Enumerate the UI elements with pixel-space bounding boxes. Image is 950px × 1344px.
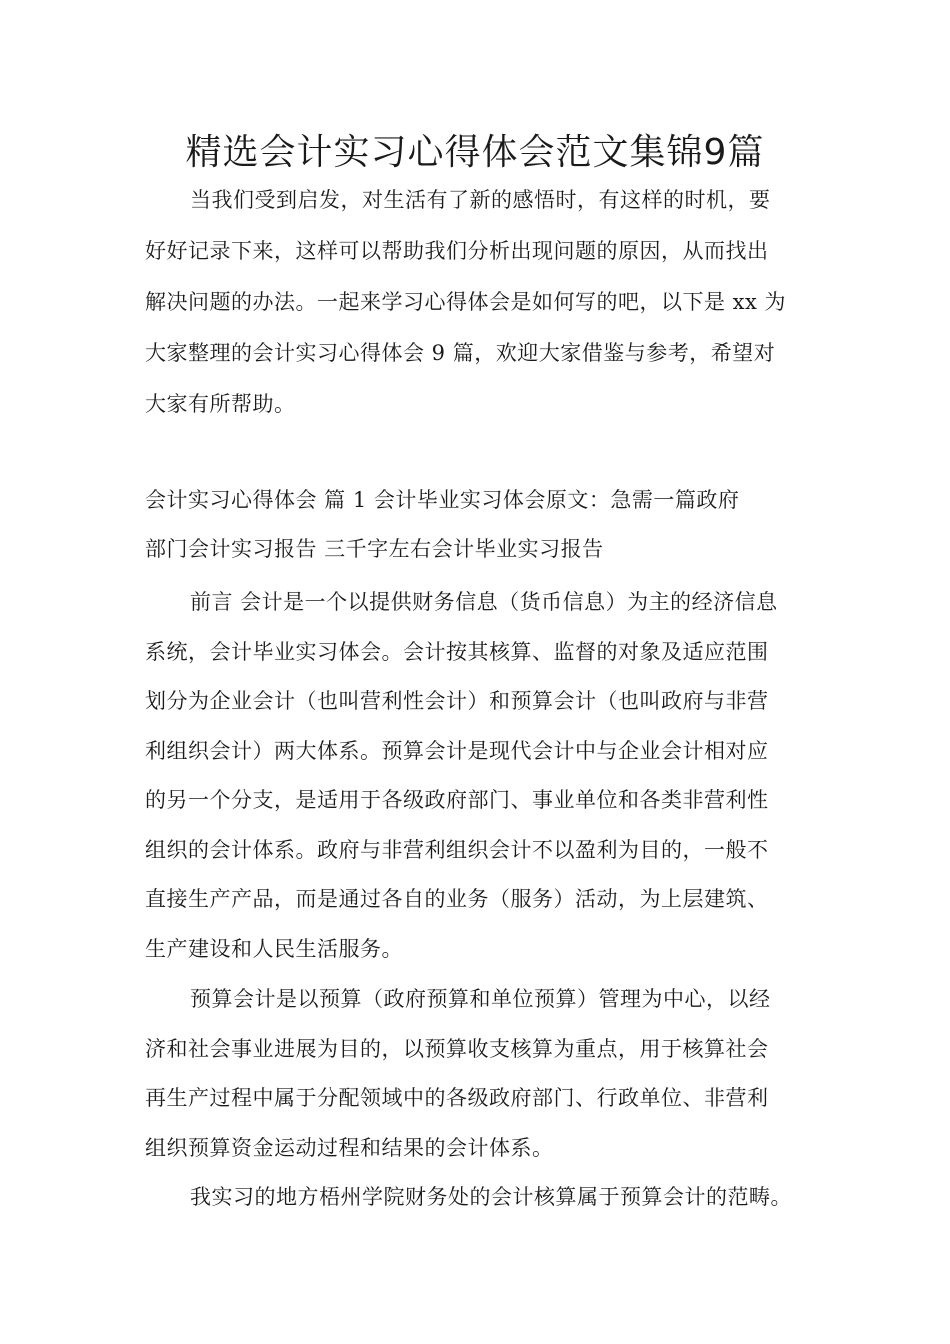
- paragraph-line: 再生产过程中属于分配领域中的各级政府部门、行政单位、非营利: [145, 1086, 769, 1110]
- paragraph-line: 大家有所帮助。: [145, 392, 296, 416]
- paragraph-line: 当我们受到启发，对生活有了新的感悟时，有这样的时机，要: [190, 188, 771, 212]
- document-title: 精选会计实习心得体会范文集锦9篇: [185, 132, 765, 173]
- paragraph-line: 系统，会计毕业实习体会。会计按其核算、监督的对象及适应范围: [145, 640, 769, 664]
- section-heading-line: 会计实习心得体会 篇 1 会计毕业实习体会原文：急需一篇政府: [145, 488, 740, 512]
- paragraph-line: 我实习的地方梧州学院财务处的会计核算属于预算会计的范畴。: [190, 1185, 792, 1209]
- paragraph-line: 解决问题的办法。一起来学习心得体会是如何写的吧，以下是 xx 为: [145, 290, 787, 314]
- section-heading-line: 部门会计实习报告 三千字左右会计毕业实习报告: [145, 537, 604, 561]
- paragraph-line: 组织的会计体系。政府与非营利组织会计不以盈利为目的，一般不: [145, 838, 769, 862]
- paragraph-line: 利组织会计）两大体系。预算会计是现代会计中与企业会计相对应: [145, 739, 769, 763]
- paragraph-line: 预算会计是以预算（政府预算和单位预算）管理为中心，以经: [190, 987, 771, 1011]
- paragraph-line: 的另一个分支，是适用于各级政府部门、事业单位和各类非营利性: [145, 788, 769, 812]
- paragraph-line: 划分为企业会计（也叫营利性会计）和预算会计（也叫政府与非营: [145, 689, 769, 713]
- paragraph-line: 大家整理的会计实习心得体会 9 篇，欢迎大家借鉴与参考，希望对: [145, 341, 776, 365]
- paragraph-line: 直接生产产品，而是通过各自的业务（服务）活动，为上层建筑、: [145, 887, 769, 911]
- paragraph-line: 前言 会计是一个以提供财务信息（货币信息）为主的经济信息: [190, 590, 778, 614]
- paragraph-line: 组织预算资金运动过程和结果的会计体系。: [145, 1136, 554, 1160]
- paragraph-line: 生产建设和人民生活服务。: [145, 937, 403, 961]
- paragraph-line: 济和社会事业进展为目的，以预算收支核算为重点，用于核算社会: [145, 1037, 769, 1061]
- paragraph-line: 好好记录下来，这样可以帮助我们分析出现问题的原因，从而找出: [145, 239, 769, 263]
